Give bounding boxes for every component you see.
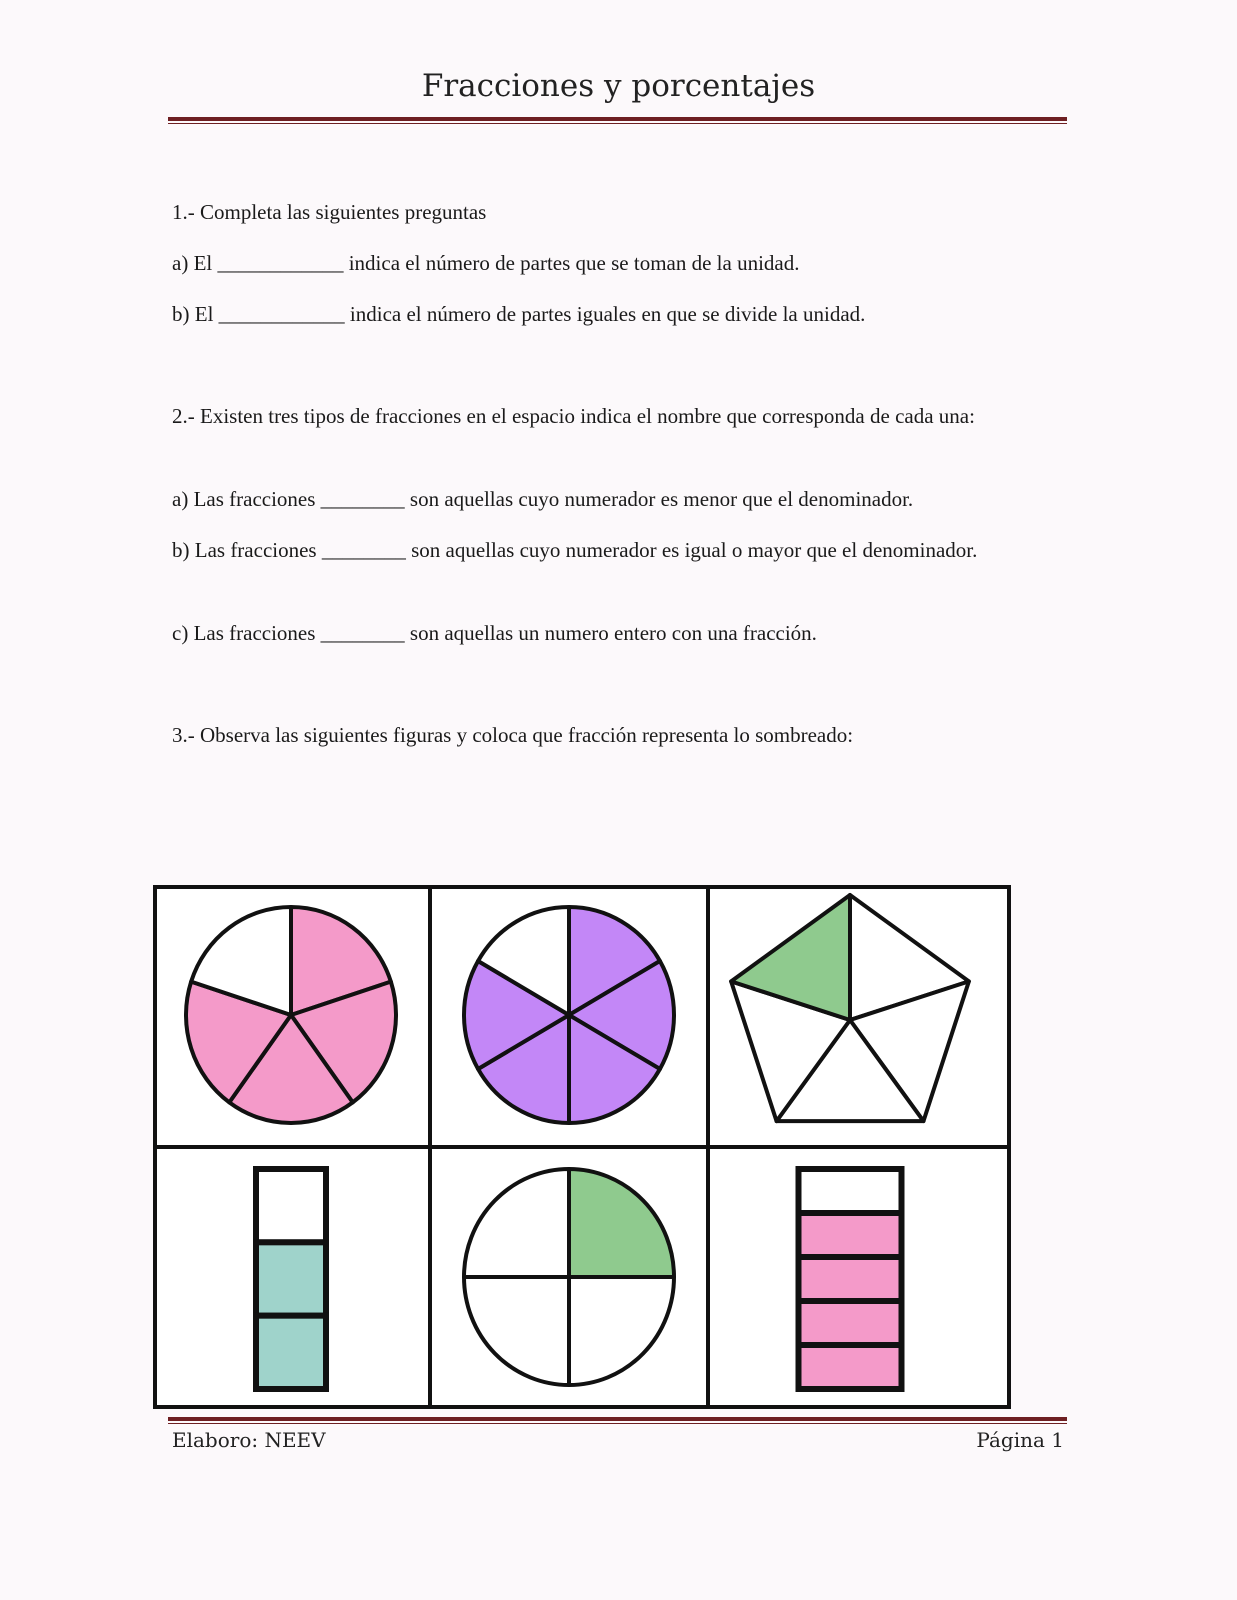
fraction-segment	[799, 1301, 902, 1345]
section1-item-a: a) El ____________ indica el número de partes que se toman de la unidad.	[172, 251, 800, 275]
fraction-figures-grid	[153, 885, 1011, 1409]
section2-heading: 2.- Existen tres tipos de fracciones en el espacio indica el nombre que corresponda de cada una:	[172, 404, 975, 428]
header-divider	[168, 117, 1067, 124]
fraction-segment	[256, 1169, 326, 1242]
section1-item-b: b) El ____________ indica el número de partes iguales en que se divide la unidad.	[172, 302, 866, 326]
section3-heading: 3.- Observa las siguientes figuras y coloca que fracción representa lo sombreado:	[172, 723, 854, 747]
footer-divider	[168, 1417, 1067, 1424]
fraction-figure-4	[256, 1169, 326, 1389]
section2-item-c: c) Las fracciones ________ son aquellas un numero entero con una fracción.	[172, 621, 817, 645]
page-title: Fracciones y porcentajes	[421, 68, 816, 104]
fraction-figure-1	[186, 907, 396, 1123]
fraction-figure-2	[464, 907, 674, 1123]
fraction-segment	[256, 1242, 326, 1315]
fraction-figure-6	[799, 1169, 902, 1389]
footer-author: Elaboro: NEEV	[172, 1428, 326, 1452]
section2-item-b: b) Las fracciones ________ son aquellas cuyo numerador es igual o mayor que el denominador.	[172, 538, 978, 562]
section1-heading: 1.- Completa las siguientes preguntas	[172, 200, 487, 224]
fraction-figure-5	[464, 1169, 674, 1385]
footer-page-number: Página 1	[976, 1428, 1064, 1452]
section2-item-a: a) Las fracciones ________ son aquellas cuyo numerador es menor que el denominador.	[172, 487, 914, 511]
fraction-segment	[799, 1257, 902, 1301]
fraction-segment	[256, 1316, 326, 1389]
fraction-segment	[799, 1213, 902, 1257]
fraction-segment	[799, 1169, 902, 1213]
fraction-segment	[799, 1345, 902, 1389]
